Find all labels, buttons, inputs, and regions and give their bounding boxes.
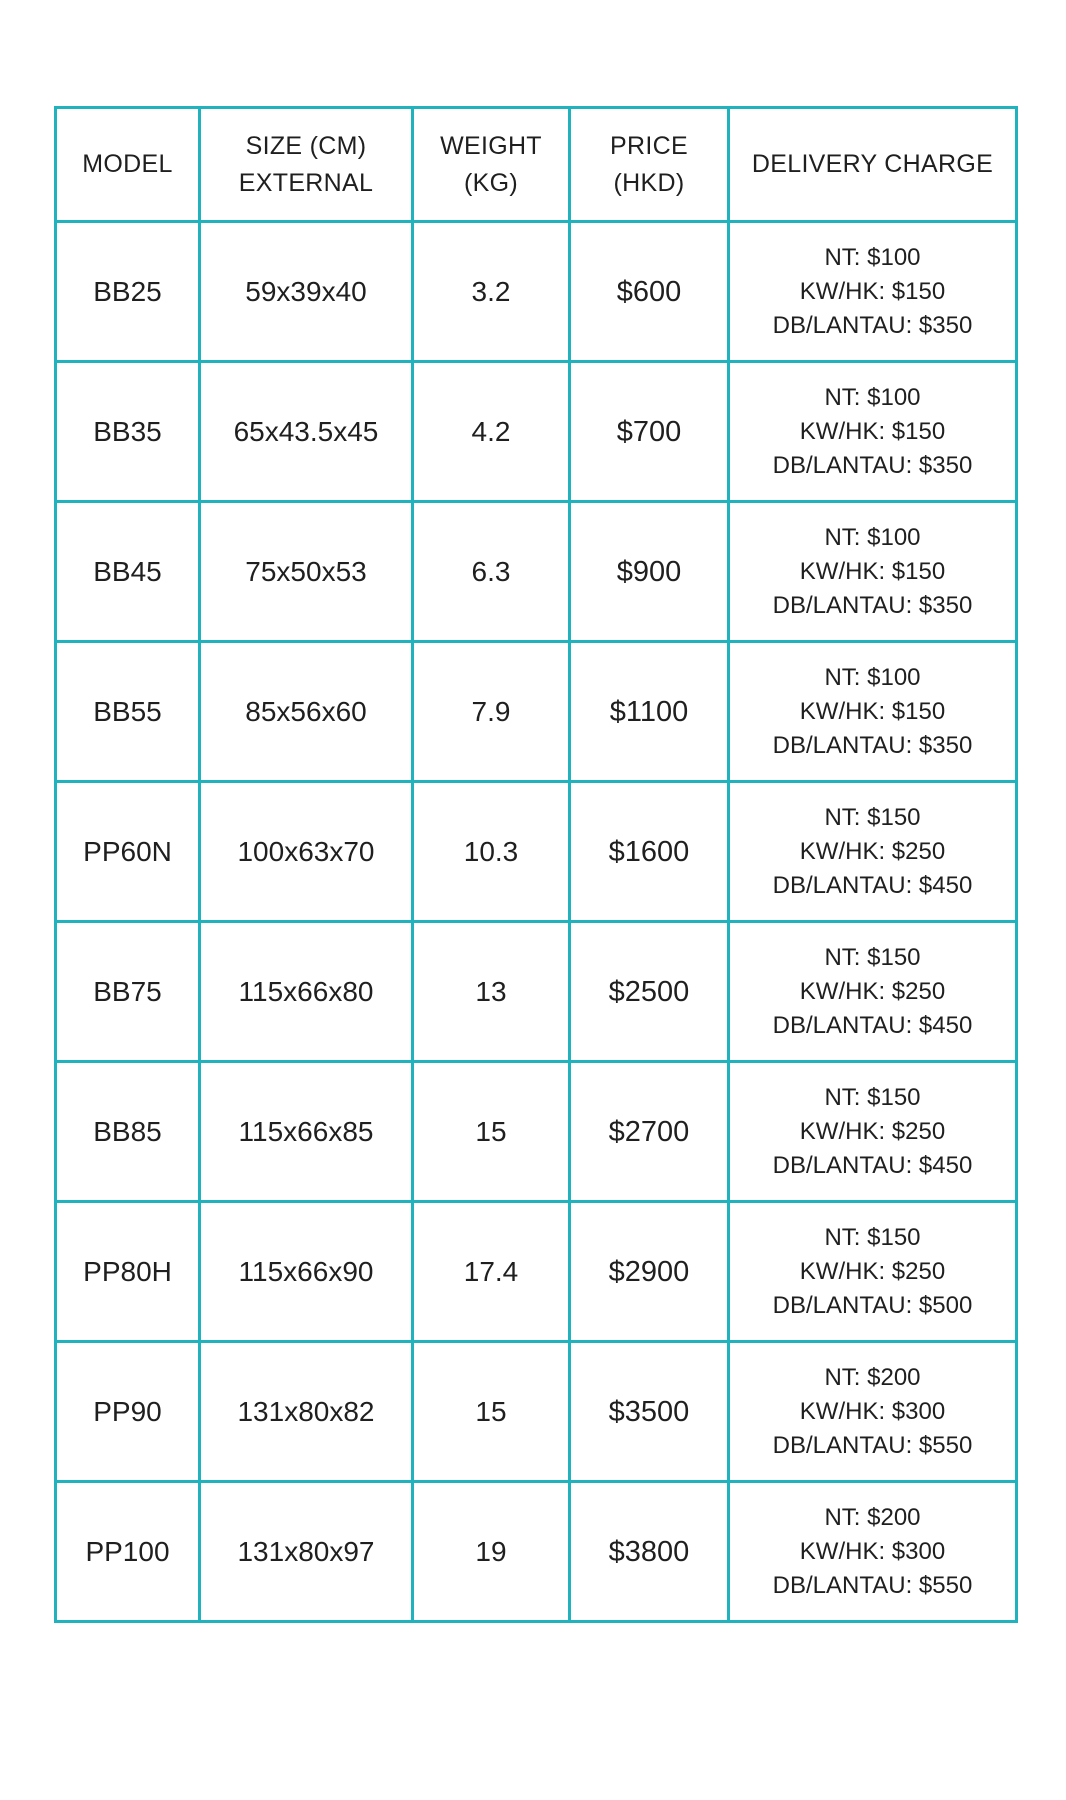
delivery-charge-cell: NT: $200 KW/HK: $300 DB/LANTAU: $550 xyxy=(729,1342,1017,1482)
weight-cell: 13 xyxy=(413,922,570,1062)
size-cell: 59x39x40 xyxy=(200,222,413,362)
weight-cell: 6.3 xyxy=(413,502,570,642)
weight-cell: 10.3 xyxy=(413,782,570,922)
size-cell: 115x66x85 xyxy=(200,1062,413,1202)
model-cell: PP100 xyxy=(56,1482,200,1622)
delivery-charge-cell: NT: $100 KW/HK: $150 DB/LANTAU: $350 xyxy=(729,502,1017,642)
price-cell: $1100 xyxy=(570,642,729,782)
price-cell: $1600 xyxy=(570,782,729,922)
delivery-charge-cell: NT: $150 KW/HK: $250 DB/LANTAU: $450 xyxy=(729,1062,1017,1202)
price-cell: $2500 xyxy=(570,922,729,1062)
weight-cell: 15 xyxy=(413,1062,570,1202)
price-cell: $600 xyxy=(570,222,729,362)
header-delivery-charge: DELIVERY CHARGE xyxy=(729,108,1017,222)
table-body xyxy=(56,222,1017,1622)
delivery-charge-cell: NT: $100 KW/HK: $150 DB/LANTAU: $350 xyxy=(729,362,1017,502)
size-cell: 115x66x80 xyxy=(200,922,413,1062)
price-cell: $900 xyxy=(570,502,729,642)
table-row xyxy=(56,362,1017,502)
delivery-charge-cell: NT: $150 KW/HK: $250 DB/LANTAU: $450 xyxy=(729,782,1017,922)
table-row xyxy=(56,1202,1017,1342)
price-cell: $2900 xyxy=(570,1202,729,1342)
header-price: PRICE (HKD) xyxy=(570,108,729,222)
model-cell: BB45 xyxy=(56,502,200,642)
model-cell: BB55 xyxy=(56,642,200,782)
model-cell: BB75 xyxy=(56,922,200,1062)
table-row xyxy=(56,922,1017,1062)
weight-cell: 15 xyxy=(413,1342,570,1482)
model-cell: BB35 xyxy=(56,362,200,502)
model-cell: PP90 xyxy=(56,1342,200,1482)
model-cell: PP60N xyxy=(56,782,200,922)
delivery-charge-cell: NT: $100 KW/HK: $150 DB/LANTAU: $350 xyxy=(729,642,1017,782)
delivery-charge-cell: NT: $150 KW/HK: $250 DB/LANTAU: $450 xyxy=(729,922,1017,1062)
size-cell: 100x63x70 xyxy=(200,782,413,922)
size-cell: 75x50x53 xyxy=(200,502,413,642)
header-weight: WEIGHT (KG) xyxy=(413,108,570,222)
delivery-charge-cell: NT: $100 KW/HK: $150 DB/LANTAU: $350 xyxy=(729,222,1017,362)
delivery-charge-cell: NT: $150 KW/HK: $250 DB/LANTAU: $500 xyxy=(729,1202,1017,1342)
weight-cell: 7.9 xyxy=(413,642,570,782)
size-cell: 131x80x82 xyxy=(200,1342,413,1482)
delivery-charge-cell: NT: $200 KW/HK: $300 DB/LANTAU: $550 xyxy=(729,1482,1017,1622)
size-cell: 85x56x60 xyxy=(200,642,413,782)
weight-cell: 3.2 xyxy=(413,222,570,362)
table-row xyxy=(56,782,1017,922)
weight-cell: 17.4 xyxy=(413,1202,570,1342)
size-cell: 131x80x97 xyxy=(200,1482,413,1622)
table-row xyxy=(56,222,1017,362)
header-size: SIZE (CM) EXTERNAL xyxy=(200,108,413,222)
weight-cell: 19 xyxy=(413,1482,570,1622)
price-cell: $700 xyxy=(570,362,729,502)
price-table xyxy=(54,106,1018,1623)
weight-cell: 4.2 xyxy=(413,362,570,502)
model-cell: BB85 xyxy=(56,1062,200,1202)
table-row xyxy=(56,502,1017,642)
table-row xyxy=(56,1342,1017,1482)
price-cell: $3500 xyxy=(570,1342,729,1482)
model-cell: BB25 xyxy=(56,222,200,362)
model-cell: PP80H xyxy=(56,1202,200,1342)
table-row xyxy=(56,1482,1017,1622)
size-cell: 115x66x90 xyxy=(200,1202,413,1342)
table-row xyxy=(56,1062,1017,1202)
table-header-row xyxy=(56,108,1017,222)
header-model: MODEL xyxy=(56,108,200,222)
size-cell: 65x43.5x45 xyxy=(200,362,413,502)
table-row xyxy=(56,642,1017,782)
price-cell: $3800 xyxy=(570,1482,729,1622)
price-cell: $2700 xyxy=(570,1062,729,1202)
